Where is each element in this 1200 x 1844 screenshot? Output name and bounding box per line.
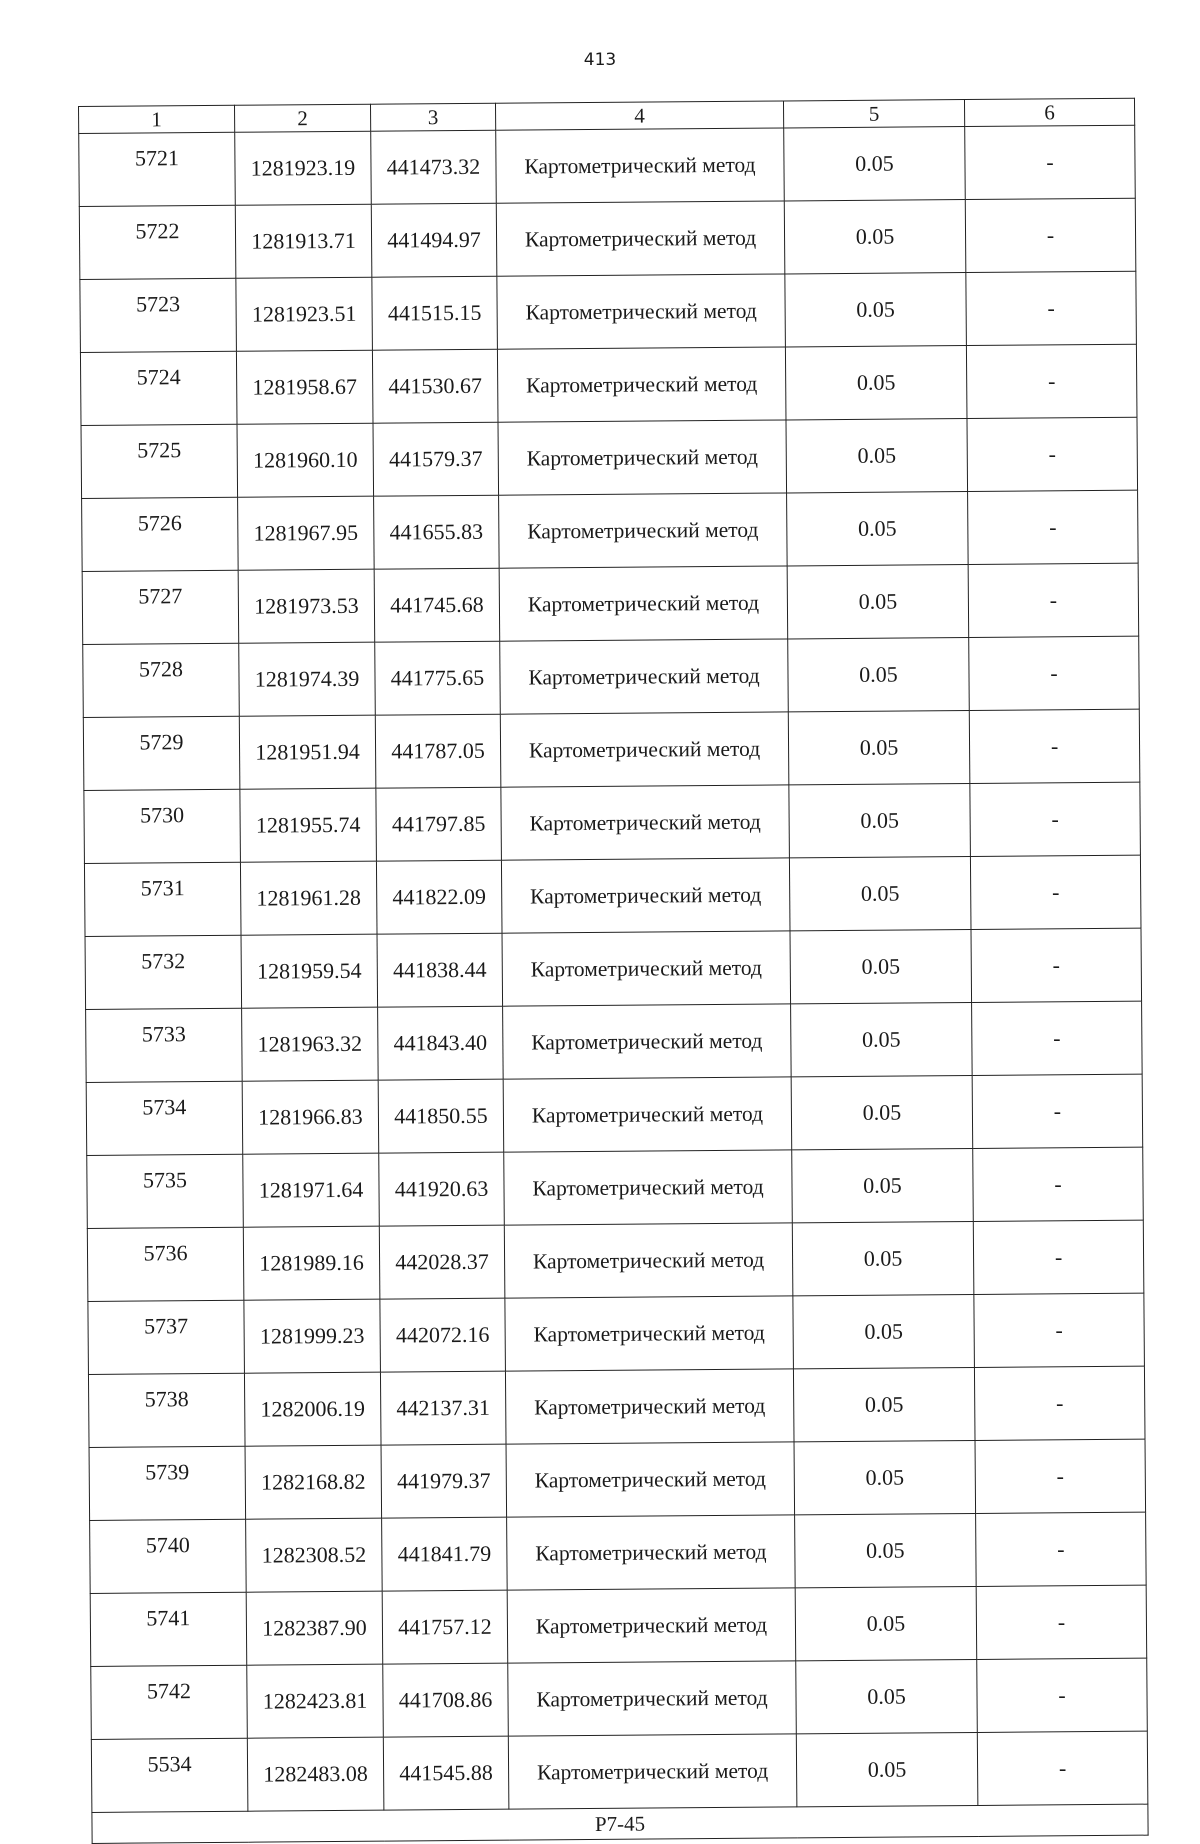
note-cell: - — [966, 344, 1137, 418]
y-coordinate-cell: 442137.31 — [380, 1371, 506, 1445]
point-number-cell: 5727 — [82, 570, 239, 644]
y-coordinate-cell: 441494.97 — [371, 203, 497, 277]
y-coordinate-cell: 441850.55 — [378, 1079, 504, 1153]
note-cell: - — [965, 198, 1136, 272]
note-cell: - — [974, 1366, 1145, 1440]
note-cell: - — [976, 1585, 1147, 1659]
point-number-cell: 5736 — [87, 1227, 244, 1301]
note-cell: - — [967, 417, 1138, 491]
x-coordinate-cell: 1281923.51 — [236, 277, 373, 351]
x-coordinate-cell: 1282168.82 — [245, 1445, 382, 1519]
y-coordinate-cell: 441787.05 — [375, 714, 501, 788]
method-cell: Картометрический метод — [507, 1588, 796, 1663]
method-cell: Картометрический метод — [499, 493, 788, 568]
note-cell: - — [976, 1512, 1147, 1586]
note-cell: - — [969, 709, 1140, 783]
table-row — [80, 344, 1137, 425]
method-cell: Картометрический метод — [503, 1004, 792, 1079]
table-row — [90, 1585, 1147, 1666]
accuracy-cell: 0.05 — [789, 784, 971, 858]
y-coordinate-cell: 441797.85 — [376, 787, 502, 861]
table-row — [80, 271, 1137, 352]
table-row — [89, 1439, 1146, 1520]
y-coordinate-cell: 441822.09 — [376, 860, 502, 934]
method-cell: Картометрический метод — [496, 128, 785, 203]
x-coordinate-cell: 1281973.53 — [238, 569, 375, 643]
accuracy-cell: 0.05 — [785, 273, 967, 347]
accuracy-cell: 0.05 — [792, 1149, 974, 1223]
accuracy-cell: 0.05 — [786, 419, 968, 493]
table-footer-label: P7-45 — [92, 1804, 1148, 1843]
coordinates-table — [78, 98, 1149, 1844]
x-coordinate-cell: 1281963.32 — [242, 1007, 379, 1081]
x-coordinate-cell: 1281967.95 — [238, 496, 375, 570]
table-row — [87, 1147, 1144, 1228]
point-number-cell: 5738 — [88, 1373, 245, 1447]
method-cell: Картометрический метод — [506, 1442, 795, 1517]
note-cell: - — [974, 1293, 1145, 1367]
note-cell: - — [969, 636, 1140, 710]
accuracy-cell: 0.05 — [795, 1586, 977, 1660]
y-coordinate-cell: 441579.37 — [373, 422, 499, 496]
y-coordinate-cell: 441920.63 — [379, 1152, 505, 1226]
method-cell: Картометрический метод — [504, 1150, 793, 1225]
x-coordinate-cell: 1281960.10 — [237, 423, 374, 497]
table-row — [84, 855, 1141, 936]
column-header: 3 — [370, 103, 495, 131]
y-coordinate-cell: 441655.83 — [374, 495, 500, 569]
point-number-cell: 5725 — [81, 424, 238, 498]
point-number-cell: 5722 — [79, 205, 236, 279]
accuracy-cell: 0.05 — [796, 1659, 978, 1733]
table-row — [84, 782, 1141, 863]
table-row — [91, 1731, 1148, 1812]
point-number-cell: 5734 — [86, 1081, 243, 1155]
column-header: 6 — [964, 98, 1134, 126]
y-coordinate-cell: 441841.79 — [382, 1517, 508, 1591]
table-row — [83, 636, 1140, 717]
table-row — [81, 417, 1138, 498]
table-row — [91, 1658, 1148, 1739]
point-number-cell: 5742 — [91, 1665, 248, 1739]
point-number-cell: 5731 — [84, 862, 241, 936]
y-coordinate-cell: 441708.86 — [383, 1663, 509, 1737]
method-cell: Картометрический метод — [501, 858, 790, 933]
point-number-cell: 5730 — [84, 789, 241, 863]
accuracy-cell: 0.05 — [784, 127, 966, 201]
accuracy-cell: 0.05 — [793, 1295, 975, 1369]
accuracy-cell: 0.05 — [789, 857, 971, 931]
column-header: 4 — [495, 101, 783, 130]
y-coordinate-cell: 441473.32 — [371, 130, 497, 204]
table-row — [83, 709, 1140, 790]
y-coordinate-cell: 442028.37 — [379, 1225, 505, 1299]
accuracy-cell: 0.05 — [787, 565, 969, 639]
x-coordinate-cell: 1282483.08 — [247, 1737, 384, 1811]
method-cell: Картометрический метод — [497, 347, 786, 422]
x-coordinate-cell: 1281961.28 — [240, 861, 377, 935]
method-cell: Картометрический метод — [501, 785, 790, 860]
accuracy-cell: 0.05 — [790, 930, 972, 1004]
note-cell: - — [972, 1001, 1143, 1075]
x-coordinate-cell: 1281913.71 — [235, 204, 372, 278]
method-cell: Картометрический метод — [502, 931, 791, 1006]
point-number-cell: 5534 — [91, 1738, 248, 1812]
method-cell: Картометрический метод — [498, 420, 787, 495]
y-coordinate-cell: 442072.16 — [380, 1298, 506, 1372]
x-coordinate-cell: 1282423.81 — [247, 1664, 384, 1738]
point-number-cell: 5739 — [89, 1446, 246, 1520]
method-cell: Картометрический метод — [507, 1515, 796, 1590]
method-cell: Картометрический метод — [508, 1734, 797, 1809]
point-number-cell: 5741 — [90, 1592, 247, 1666]
note-cell: - — [977, 1731, 1148, 1805]
accuracy-cell: 0.05 — [788, 711, 970, 785]
table-row — [86, 1074, 1143, 1155]
point-number-cell: 5723 — [80, 278, 237, 352]
x-coordinate-cell: 1281966.83 — [242, 1080, 379, 1154]
point-number-cell: 5724 — [80, 351, 237, 425]
accuracy-cell: 0.05 — [796, 1732, 978, 1806]
table-row — [79, 198, 1136, 279]
method-cell: Картометрический метод — [508, 1661, 797, 1736]
point-number-cell: 5735 — [87, 1154, 244, 1228]
x-coordinate-cell: 1282006.19 — [244, 1372, 381, 1446]
x-coordinate-cell: 1281951.94 — [239, 715, 376, 789]
note-cell: - — [973, 1147, 1144, 1221]
note-cell: - — [977, 1658, 1148, 1732]
method-cell: Картометрический метод — [505, 1369, 794, 1444]
column-header: 1 — [79, 105, 235, 133]
accuracy-cell: 0.05 — [793, 1367, 975, 1441]
y-coordinate-cell: 441757.12 — [382, 1590, 508, 1664]
note-cell: - — [972, 1074, 1143, 1148]
method-cell: Картометрический метод — [504, 1223, 793, 1298]
y-coordinate-cell: 441843.40 — [378, 1006, 504, 1080]
x-coordinate-cell: 1281999.23 — [244, 1299, 381, 1373]
accuracy-cell: 0.05 — [792, 1222, 974, 1296]
x-coordinate-cell: 1281974.39 — [239, 642, 376, 716]
y-coordinate-cell: 441979.37 — [381, 1444, 507, 1518]
point-number-cell: 5733 — [86, 1008, 243, 1082]
y-coordinate-cell: 441545.88 — [383, 1736, 509, 1810]
note-cell: - — [973, 1220, 1144, 1294]
table-row — [87, 1220, 1144, 1301]
column-header: 2 — [234, 104, 370, 132]
column-header: 5 — [783, 100, 964, 128]
method-cell: Картометрический метод — [500, 712, 789, 787]
accuracy-cell: 0.05 — [794, 1440, 976, 1514]
method-cell: Картометрический метод — [500, 639, 789, 714]
accuracy-cell: 0.05 — [784, 200, 966, 274]
point-number-cell: 5740 — [90, 1519, 247, 1593]
point-number-cell: 5729 — [83, 716, 240, 790]
y-coordinate-cell: 441838.44 — [377, 933, 503, 1007]
method-cell: Картометрический метод — [496, 201, 785, 276]
table-row — [79, 125, 1136, 206]
accuracy-cell: 0.05 — [795, 1513, 977, 1587]
x-coordinate-cell: 1281989.16 — [243, 1226, 380, 1300]
accuracy-cell: 0.05 — [787, 492, 969, 566]
table-row — [88, 1293, 1145, 1374]
coordinates-table-wrapper — [78, 98, 1148, 1844]
point-number-cell: 5732 — [85, 935, 242, 1009]
method-cell: Картометрический метод — [497, 274, 786, 349]
note-cell: - — [970, 855, 1141, 929]
note-cell: - — [970, 782, 1141, 856]
table-row — [82, 563, 1139, 644]
accuracy-cell: 0.05 — [785, 346, 967, 420]
y-coordinate-cell: 441530.67 — [372, 349, 498, 423]
table-row — [86, 1001, 1143, 1082]
page-number: 413 — [583, 50, 617, 70]
accuracy-cell: 0.05 — [791, 1076, 973, 1150]
x-coordinate-cell: 1282308.52 — [246, 1518, 383, 1592]
point-number-cell: 5721 — [79, 132, 236, 206]
note-cell: - — [971, 928, 1142, 1002]
point-number-cell: 5728 — [83, 643, 240, 717]
note-cell: - — [968, 490, 1139, 564]
x-coordinate-cell: 1282387.90 — [246, 1591, 383, 1665]
point-number-cell: 5737 — [88, 1300, 245, 1374]
table-row — [90, 1512, 1147, 1593]
method-cell: Картометрический метод — [505, 1296, 794, 1371]
accuracy-cell: 0.05 — [788, 638, 970, 712]
note-cell: - — [975, 1439, 1146, 1513]
y-coordinate-cell: 441745.68 — [374, 568, 500, 642]
table-row — [88, 1366, 1145, 1447]
note-cell: - — [968, 563, 1139, 637]
point-number-cell: 5726 — [82, 497, 239, 571]
table-row — [85, 928, 1142, 1009]
x-coordinate-cell: 1281923.19 — [235, 131, 372, 205]
table-body — [79, 125, 1148, 1812]
x-coordinate-cell: 1281955.74 — [240, 788, 377, 862]
x-coordinate-cell: 1281959.54 — [241, 934, 378, 1008]
method-cell: Картометрический метод — [503, 1077, 792, 1152]
y-coordinate-cell: 441515.15 — [372, 276, 498, 350]
note-cell: - — [966, 271, 1137, 345]
y-coordinate-cell: 441775.65 — [375, 641, 501, 715]
x-coordinate-cell: 1281958.67 — [236, 350, 373, 424]
note-cell: - — [965, 125, 1136, 199]
method-cell: Картометрический метод — [499, 566, 788, 641]
x-coordinate-cell: 1281971.64 — [243, 1153, 380, 1227]
table-row — [82, 490, 1139, 571]
accuracy-cell: 0.05 — [791, 1003, 973, 1077]
